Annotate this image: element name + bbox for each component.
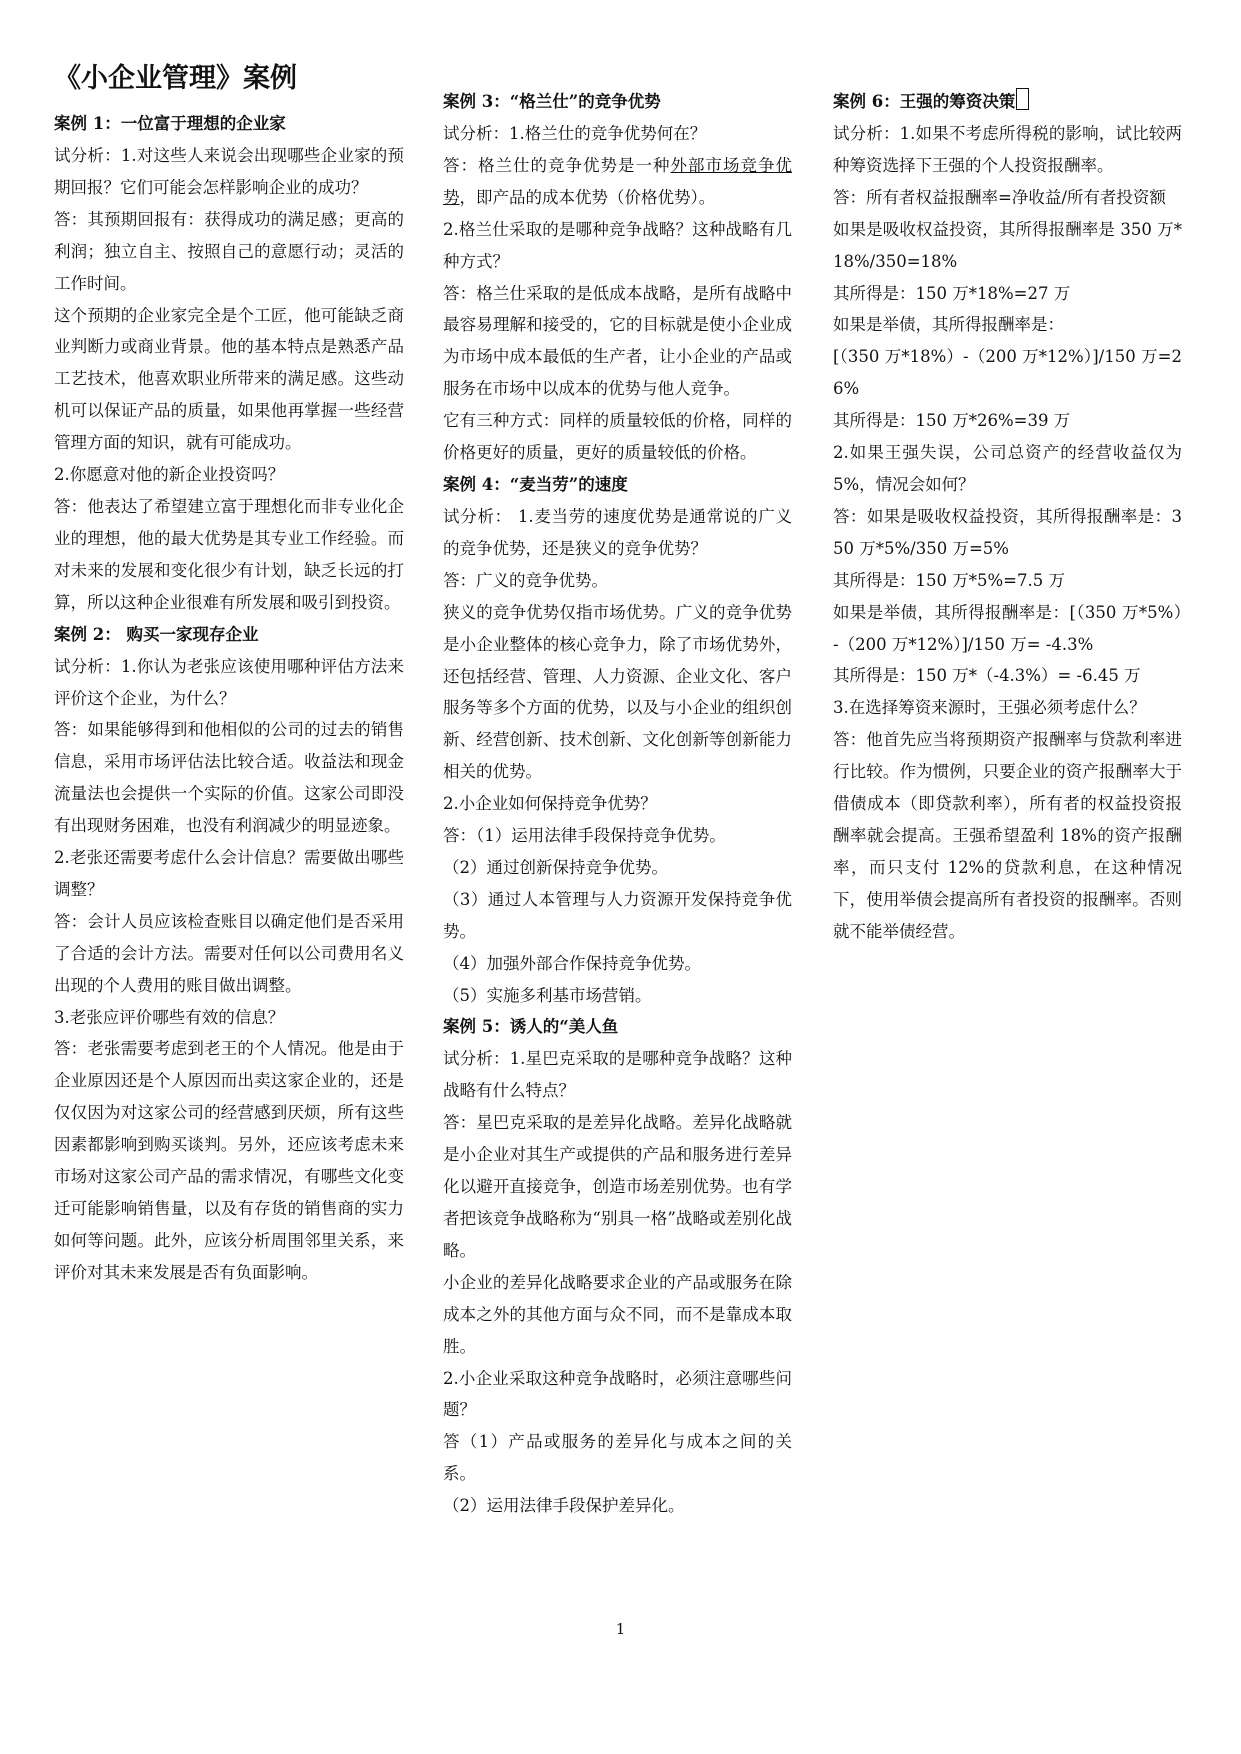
paragraph: 狭义的竞争优势仅指市场优势。广义的竞争优势是小企业整体的核心竞争力，除了市场优势外，还包括经营、管理、人力资源、企业文化、客户服务等多个方面的优势，以及与小企业的组织创新、经营创新、技术创新、文化创新等创新能力相关的优势。: [443, 602, 792, 782]
paragraph: （2）通过创新保持竞争优势。: [443, 857, 668, 877]
paragraph: （4）加强外部合作保持竞争优势。: [443, 953, 701, 973]
paragraph: 答：如果能够得到和他相似的公司的过去的销售信息，采用市场评估法比较合适。收益法和现金流量法也会提供一个实际的价值。这家公司即没有出现财务困难，也没有利润减少的明显迹象。: [54, 720, 404, 836]
case-heading: [833, 86, 1182, 118]
column-1: [54, 62, 404, 1289]
paragraph: 试分析： 1.麦当劳的速度优势是通常说的广义的竞争优势，还是狭义的竞争优势？: [443, 506, 792, 558]
paragraph: 其所得是：150 万*5%=7.5 万: [833, 570, 1065, 590]
paragraph: [443, 150, 792, 214]
paragraph: 如果是吸收权益投资，其所得报酬率是 350 万*18%/350=18%: [833, 219, 1182, 271]
case-heading-text: 案例 1：一位富于理想的企业家: [54, 114, 286, 133]
paragraph: 答：他表达了希望建立富于理想化而非专业化企业的理想，他的最大优势是其专业工作经验。而对未来的发展和变化很少有计划，缺乏长远的打算，所以这种企业很难有所发展和吸引到投资。: [54, 496, 404, 612]
case-heading-text: 案例 3：“格兰仕”的竞争优势: [443, 92, 661, 111]
paragraph: 其所得是：150 万*26%=39 万: [833, 411, 1071, 431]
case-heading-text: 案例 4：“麦当劳”的速度: [443, 474, 628, 494]
case-heading: [54, 108, 404, 140]
case-heading: [443, 86, 792, 118]
case-heading: [443, 1011, 792, 1043]
paragraph: 答：格兰仕采取的是低成本战略，是所有战略中最容易理解和接受的，它的目标就是使小企业成为市场中成本最低的生产者，让小企业的产品或服务在市场中以成本的优势与他人竞争。: [443, 283, 792, 399]
case-heading-text: 案例 6：王强的筹资决策: [833, 92, 1016, 111]
paragraph: 2.如果王强失误，公司总资产的经营收益仅为 5%，情况会如何？: [833, 443, 1182, 494]
paragraph: 2.小企业如何保持竞争优势？: [443, 794, 657, 814]
paragraph: 小企业的差异化战略要求企业的产品或服务在除成本之外的其他方面与众不同，而不是靠成本取胜。: [443, 1272, 792, 1356]
column-3: [833, 86, 1182, 948]
paragraph: 答：其预期回报有：获得成功的满足感；更高的利润；独立自主、按照自己的意愿行动；灵活的工作时间。: [54, 209, 404, 293]
paragraph: 试分析：1.对这些人来说会出现哪些企业家的预期回报？它们可能会怎样影响企业的成功？: [54, 146, 404, 197]
paragraph: 3.老张应评价哪些有效的信息？: [54, 1007, 285, 1027]
document-title: 《小企业管理》案例: [54, 63, 297, 94]
paragraph: 2.你愿意对他的新企业投资吗？: [54, 465, 285, 485]
paragraph: 答（1）产品或服务的差异化与成本之间的关系。: [443, 1432, 792, 1484]
paragraph: 这个预期的企业家完全是个工匠，他可能缺乏商业判断力或商业背景。他的基本特点是熟悉产品工艺技术，他喜欢职业所带来的满足感。这些动机可以保证产品的质量，如果他再掌握一些经营管理方面的知识，就有可能成功。: [54, 305, 404, 453]
case-heading-text: 案例 5：诱人的“美人鱼: [443, 1017, 619, 1037]
case-heading: [443, 469, 792, 501]
underlined-text: 外部市场竞争优势: [443, 155, 792, 207]
paragraph: 试分析：1.如果不考虑所得税的影响，试比较两种筹资选择下王强的个人投资报酬率。: [833, 124, 1182, 175]
paragraph: （5）实施多利基市场营销。: [443, 985, 652, 1005]
paragraph: 如果是举债，其所得报酬率是：[（350 万*5%）-（200 万*12%）]/150 万= -4.3%: [833, 602, 1182, 654]
paragraph: （2）运用法律手段保护差异化。: [443, 1496, 685, 1516]
paragraph: 试分析：1.你认为老张应该使用哪种评估方法来评价这个企业，为什么？: [54, 656, 404, 708]
paragraph: （3）通过人本管理与人力资源开发保持竞争优势。: [443, 889, 792, 941]
paragraph: 答：所有者权益报酬率=净收益/所有者投资额: [833, 187, 1166, 207]
paragraph: 2.格兰仕采取的是哪种竞争战略？这种战略有几种方式？: [443, 219, 792, 271]
paragraph: 其所得是：150 万*18%=27 万: [833, 283, 1071, 303]
paragraph: 试分析：1.星巴克采取的是哪种竞争战略？这种战略有什么特点？: [443, 1049, 792, 1101]
placeholder-box-icon: [1016, 88, 1029, 110]
paragraph: 答：他首先应当将预期资产报酬率与贷款利率进行比较。作为惯例，只要企业的资产报酬率大于借债成本（即贷款利率），所有者的权益投资报酬率就会提高。王强希望盈利 18%的资产报酬率，而只支付 12%的贷款利息，在这种情况下，使用举债会提高所有者投资的报酬率。否则就不能举债经营。: [833, 730, 1182, 941]
case-heading-text: 案例 2： 购买一家现存企业: [54, 624, 259, 644]
paragraph: 其所得是：150 万*（-4.3%）= -6.45 万: [833, 666, 1141, 686]
paragraph-text: ，即产品的成本优势（价格优势）。: [459, 187, 716, 207]
paragraph: 试分析：1.格兰仕的竞争优势何在？: [443, 124, 707, 143]
paragraph: 2.小企业采取这种竞争战略时，必须注意哪些问题？: [443, 1368, 792, 1420]
column-2: [443, 86, 792, 1522]
paragraph: 答：会计人员应该检查账目以确定他们是否采用了合适的会计方法。需要对任何以公司费用名义出现的个人费用的账目做出调整。: [54, 911, 404, 995]
paragraph: 答：广义的竞争优势。: [443, 570, 608, 590]
paragraph: [（350 万*18%）-（200 万*12%）]/150 万=26%: [833, 347, 1182, 399]
paragraph: 如果是举债，其所得报酬率是：: [833, 315, 1064, 335]
paragraph: 3.在选择筹资来源时，王强必须考虑什么？: [833, 698, 1146, 718]
paragraph: 答：星巴克采取的是差异化战略。差异化战略就是小企业对其生产或提供的产品和服务进行差异化以避开直接竞争，创造市场差别优势。也有学者把该竞争战略称为“别具一格”战略或差别化战略。: [443, 1113, 792, 1260]
paragraph: 它有三种方式：同样的质量较低的价格，同样的价格更好的质量，更好的质量较低的价格。: [443, 411, 792, 463]
paragraph: 2.老张还需要考虑什么会计信息？需要做出哪些调整？: [54, 848, 404, 899]
paragraph: 答：老张需要考虑到老王的个人情况。他是由于企业原因还是个人原因而出卖这家企业的，还是仅仅因为对这家公司的经营感到厌烦，所有这些因素都影响到购买谈判。另外，还应该考虑未来市场对这家公司产品的需求情况，有哪些文化变迁可能影响销售量，以及有存货的销售商的实力如何等问题。此外，应该分析周围邻里关系，来评价对其未来发展是否有负面影响。: [54, 1039, 404, 1282]
paragraph-text: 答：格兰仕的竞争优势是一种: [443, 155, 671, 175]
paragraph: 答：如果是吸收权益投资，其所得报酬率是：350 万*5%/350 万=5%: [833, 506, 1182, 558]
case-heading: [54, 619, 404, 651]
page-number: 1: [615, 1620, 626, 1638]
paragraph: 答：（1）运用法律手段保持竞争优势。: [443, 826, 726, 846]
